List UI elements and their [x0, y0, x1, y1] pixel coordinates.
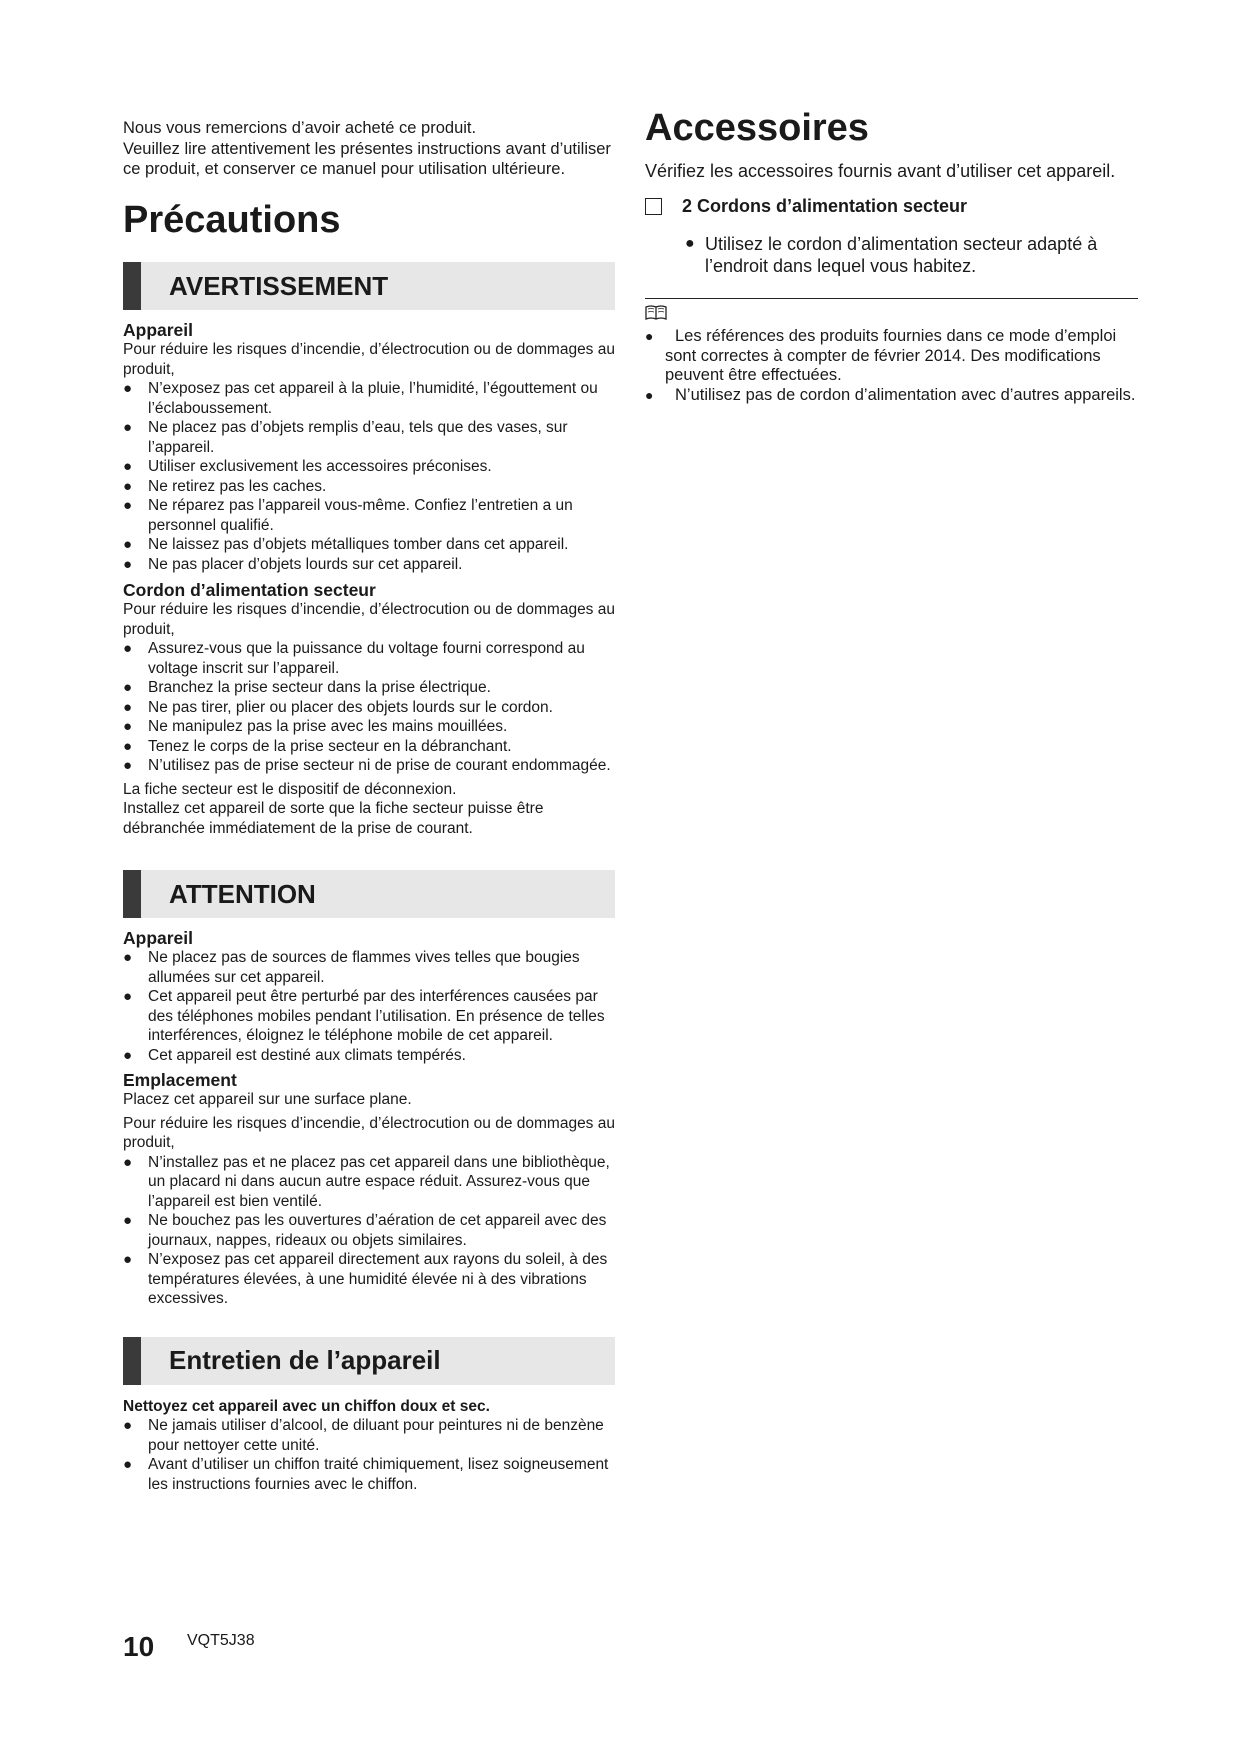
avertissement-appareil-section	[123, 320, 615, 574]
bullet-dot-icon: ●	[645, 386, 654, 403]
appareil-intro: Pour réduire les risques d’incendie, d’électrocution ou de dommages au produit,	[123, 341, 615, 378]
list-item: ● N’utilisez pas de prise secteur ni de prise de courant endommagée.	[123, 757, 611, 774]
emplacement-heading: Emplacement	[123, 1070, 237, 1090]
list-item: ● Branchez la prise secteur dans la prise électrique.	[123, 679, 491, 696]
emplacement-line-1: Placez cet appareil sur une surface plane.	[123, 1091, 412, 1108]
bullet-dot-icon: ●	[685, 235, 695, 252]
bullet-dot-icon: ●	[123, 698, 133, 716]
entretien-section	[123, 1397, 615, 1495]
page-number: 10	[123, 1631, 155, 1662]
accessoires-title: Accessoires	[645, 107, 869, 149]
left-column	[123, 118, 615, 1494]
open-book-icon	[645, 305, 1141, 323]
bullet-dot-icon: ●	[123, 380, 133, 397]
entretien-banner	[123, 1337, 615, 1385]
bullet-dot-icon: ●	[123, 555, 133, 573]
list-item: ● Cet appareil peut être perturbé par des interférences causées par des téléphones mobiles pendant l’utilisation. En présence de telles interférences, éloignez le téléphone mobile de cet appareil.	[123, 988, 605, 1044]
bullet-dot-icon: ●	[123, 757, 133, 774]
list-item: ● Cet appareil est destiné aux climats tempérés.	[123, 1046, 466, 1064]
intro-line-1: Nous vous remercions d’avoir acheté ce produit.	[123, 119, 477, 137]
list-item: ● Ne jamais utiliser d’alcool, de diluant pour peintures ni de benzène pour nettoyer cette unité.	[123, 1417, 604, 1454]
attention-appareil-section	[123, 928, 615, 1065]
list-item: ● N’utilisez pas de cordon d’alimentation avec d’autres appareils.	[645, 385, 1136, 404]
list-item: ● Avant d’utiliser un chiffon traité chimiquement, lisez soigneusement les instructions fournies avec le chiffon.	[123, 1456, 609, 1493]
cordon-bullets	[123, 639, 615, 776]
list-item: ● N’exposez pas cet appareil directement aux rayons du soleil, à des températures élevées, à une humidité élevée ni à des vibrations excessives.	[123, 1251, 608, 1307]
list-item: ● N’exposez pas cet appareil à la pluie, l’humidité, l’égouttement ou l’éclaboussement.	[123, 380, 598, 417]
bullet-dot-icon: ●	[123, 419, 133, 436]
list-item: ● Ne pas placer d’objets lourds sur cet appareil.	[123, 555, 463, 573]
emplacement-section	[123, 1070, 615, 1309]
banner-bar	[123, 1337, 141, 1385]
accessory-item	[645, 196, 1141, 217]
list-item: ● Assurez-vous que la puissance du voltage fourni correspond au voltage inscrit sur l’appareil.	[123, 640, 585, 677]
list-item: ● Ne bouchez pas les ouvertures d’aération de cet appareil avec des journaux, nappes, rideaux ou objets similaires.	[123, 1212, 607, 1249]
accessoires-intro: Vérifiez les accessoires fournis avant d’utiliser cet appareil.	[645, 161, 1116, 181]
checkbox-icon[interactable]	[645, 198, 662, 215]
precautions-title: Précautions	[123, 199, 341, 241]
cordon-outro-1: La fiche secteur est le dispositif de déconnexion.	[123, 780, 457, 798]
bullet-dot-icon: ●	[123, 737, 133, 755]
bullet-dot-icon: ●	[123, 988, 133, 1005]
bullet-dot-icon: ●	[123, 679, 133, 696]
accessory-label: 2 Cordons d’alimentation secteur	[682, 196, 968, 216]
cordon-section	[123, 580, 615, 838]
banner-bar	[123, 870, 141, 918]
attention-appareil-bullets	[123, 948, 615, 1065]
bullet-dot-icon: ●	[123, 458, 133, 475]
list-item: ● Ne retirez pas les caches.	[123, 477, 327, 495]
attention-banner	[123, 870, 615, 918]
bullet-dot-icon: ●	[123, 536, 133, 553]
list-item: ● Ne manipulez pas la prise avec les mains mouillées.	[123, 718, 508, 735]
attention-title: ATTENTION	[169, 878, 316, 909]
cordon-heading: Cordon d’alimentation secteur	[123, 580, 376, 600]
cordon-intro: Pour réduire les risques d’incendie, d’électrocution ou de dommages au produit,	[123, 601, 615, 638]
list-item: ● Ne réparez pas l’appareil vous-même. Confiez l’entretien a un personnel qualifié.	[123, 497, 573, 534]
avertissement-banner	[123, 262, 615, 310]
list-item: ● Ne placez pas d’objets remplis d’eau, tels que des vases, sur l’appareil.	[123, 419, 568, 456]
bullet-dot-icon: ●	[123, 1251, 133, 1268]
bullet-dot-icon: ●	[123, 1417, 133, 1434]
accessory-bullet: ● Utilisez le cordon d’alimentation secteur adapté à l’endroit dans lequel vous habitez.	[685, 234, 1098, 276]
emplacement-bullets	[123, 1153, 615, 1309]
intro-line-2: Veuillez lire attentivement les présentes instructions avant d’utiliser ce produit, et conserver ce manuel pour utilisation ultérieure.	[123, 140, 611, 178]
cordon-outro-2: Installez cet appareil de sorte que la fiche secteur puisse être débranchée immédiatement de la prise de courant.	[123, 800, 544, 837]
attention-appareil-heading: Appareil	[123, 928, 194, 948]
bullet-dot-icon: ●	[123, 1153, 133, 1171]
bullet-dot-icon: ●	[123, 949, 133, 966]
list-item: ● Tenez le corps de la prise secteur en la débranchant.	[123, 737, 512, 755]
entretien-bullets	[123, 1416, 615, 1494]
avertissement-title: AVERTISSEMENT	[169, 270, 389, 301]
emplacement-intro: Pour réduire les risques d’incendie, d’électrocution ou de dommages au produit,	[123, 1114, 615, 1151]
list-item: ● Ne placez pas de sources de flammes vives telles que bougies allumées sur cet appareil.	[123, 949, 580, 986]
bullet-dot-icon: ●	[123, 1046, 133, 1064]
bullet-dot-icon: ●	[123, 497, 133, 514]
bullet-dot-icon: ●	[645, 328, 654, 344]
intro-text	[123, 118, 615, 179]
list-item: ● N’installez pas et ne placez pas cet appareil dans une bibliothèque, un placard ni dans aucun autre espace réduit. Assurez-vous que l’appareil est bien ventilé.	[123, 1153, 610, 1210]
list-item: ● Les références des produits fournies dans ce mode d’emploi sont correctes à compter de février 2014. Des modifications peuvent être effectuées.	[645, 327, 1117, 384]
entretien-title: Entretien de l’appareil	[169, 1345, 441, 1375]
bullet-dot-icon: ●	[123, 477, 133, 495]
bullet-dot-icon: ●	[123, 640, 133, 657]
right-column	[645, 106, 1141, 405]
appareil-heading: Appareil	[123, 320, 194, 340]
doc-code: VQT5J38	[187, 1632, 255, 1649]
appareil-bullets	[123, 379, 615, 574]
bullet-dot-icon: ●	[123, 718, 133, 735]
notes-list	[645, 327, 1141, 405]
list-item: ● Utiliser exclusivement les accessoires préconises.	[123, 458, 492, 475]
list-item: ● Ne pas tirer, plier ou placer des objets lourds sur le cordon.	[123, 698, 553, 716]
bullet-dot-icon: ●	[123, 1212, 133, 1229]
bullet-dot-icon: ●	[123, 1456, 133, 1473]
entretien-lead: Nettoyez cet appareil avec un chiffon doux et sec.	[123, 1397, 490, 1415]
divider	[645, 298, 1138, 299]
banner-bar	[123, 262, 141, 310]
list-item: ● Ne laissez pas d’objets métalliques tomber dans cet appareil.	[123, 536, 569, 553]
